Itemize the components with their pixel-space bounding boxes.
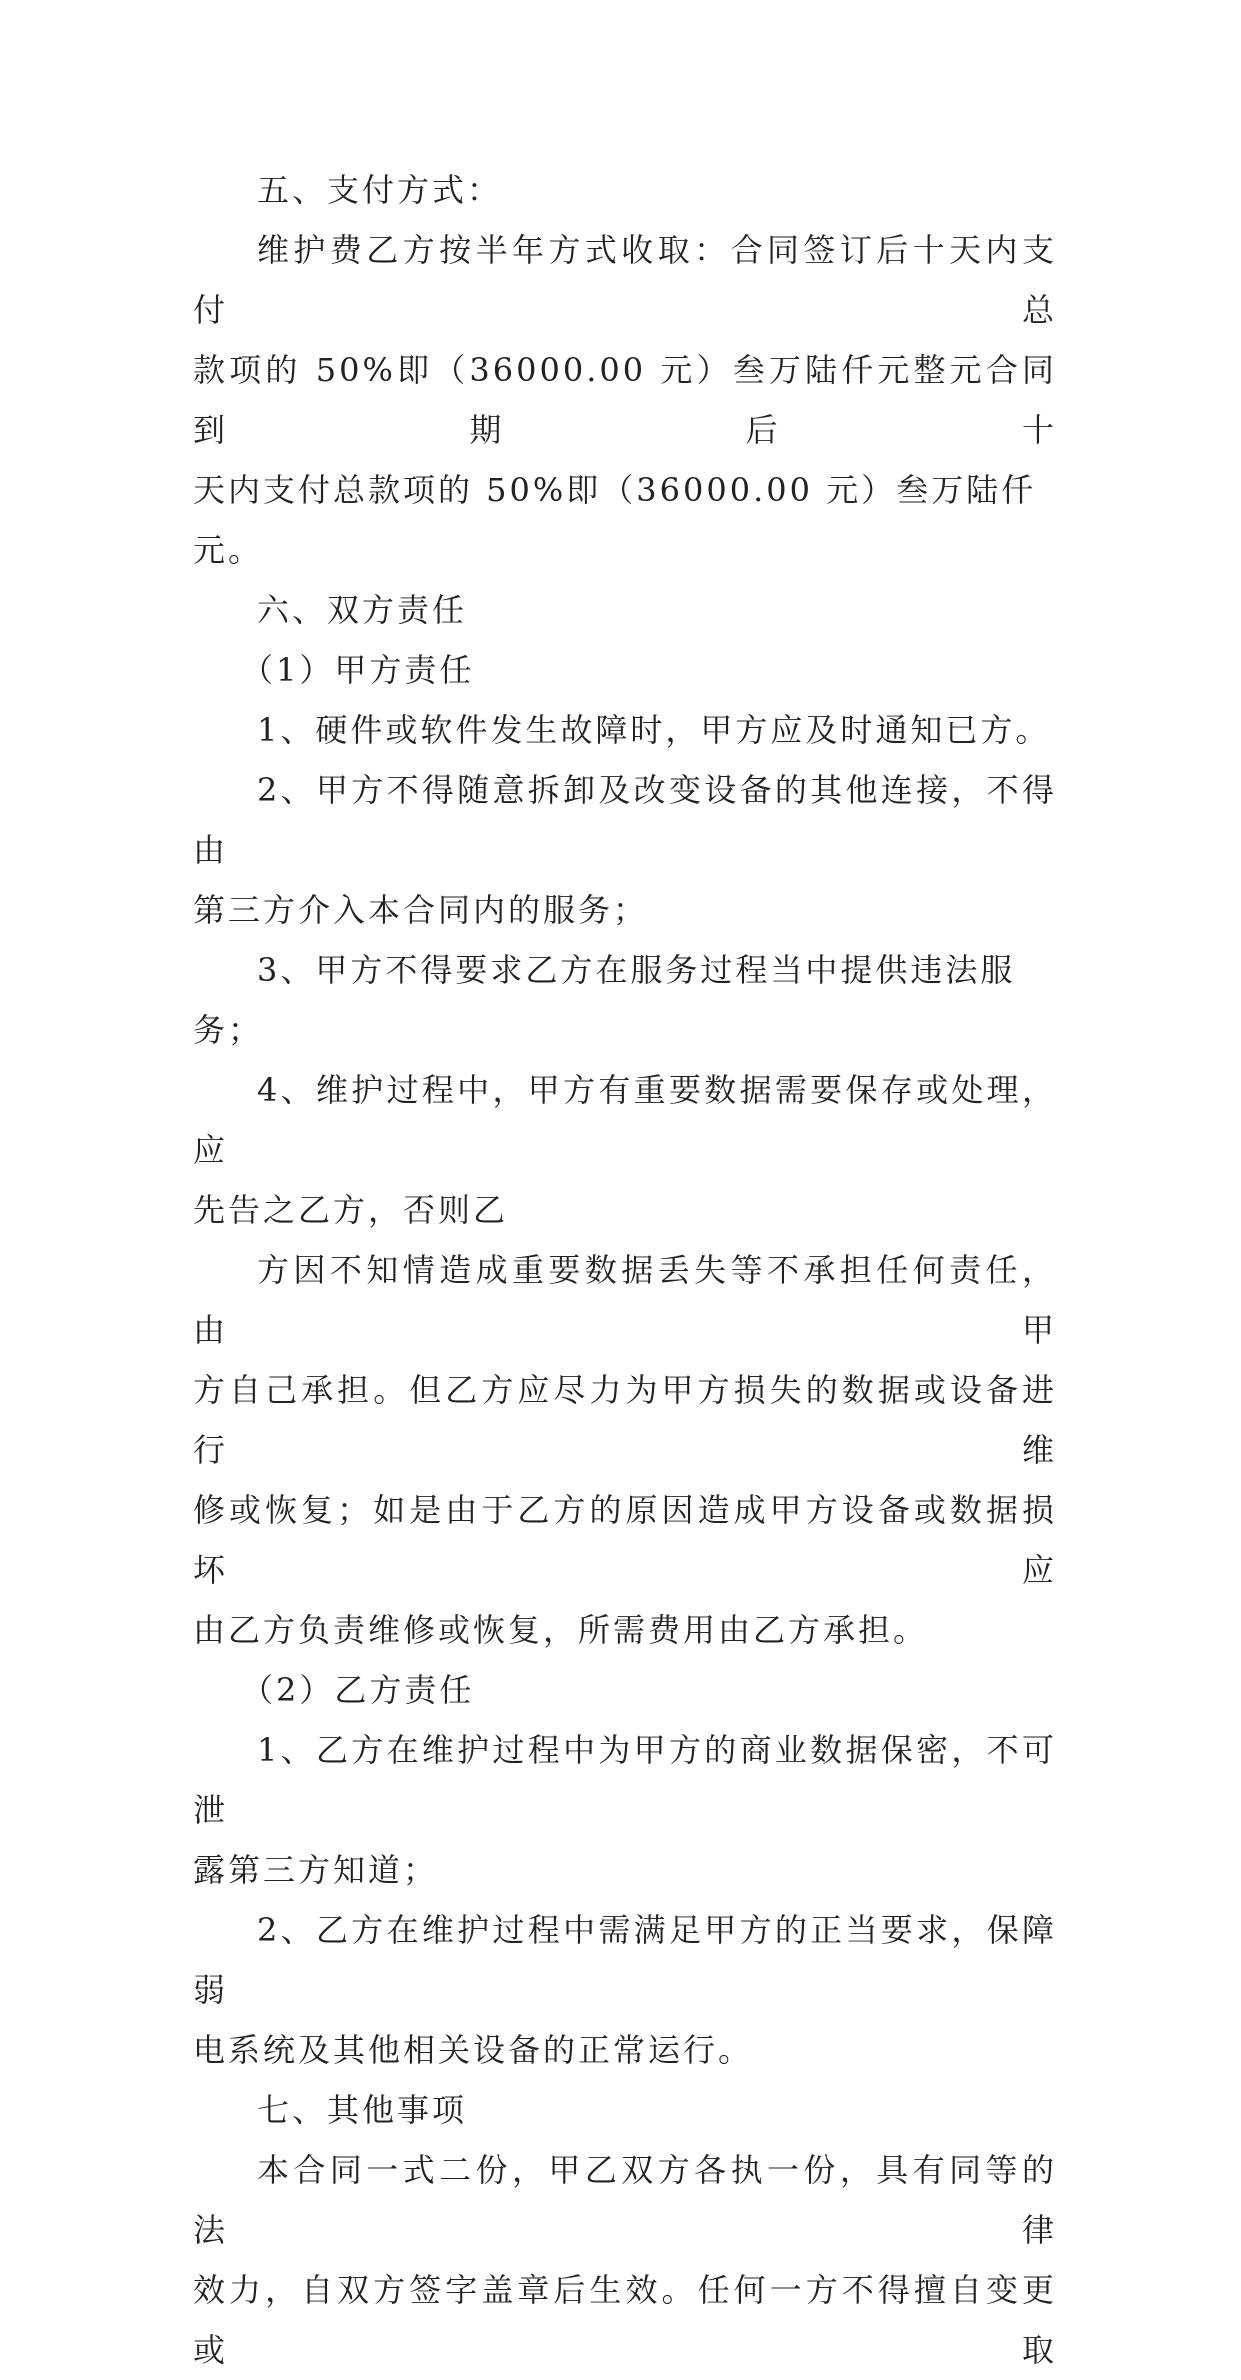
- list-item: 2、乙方在维护过程中需满足甲方的正当要求，保障弱: [193, 1911, 1057, 2009]
- paragraph-line: 款项的 50%即（36000.00 元）叁万陆仟元整元合同到期后十: [193, 351, 1057, 449]
- list-item: 1、硬件或软件发生故障时，甲方应及时通知已方。: [257, 711, 1051, 749]
- paragraph-line: 天内支付总款项的 50%即（36000.00 元）叁万陆仟元。: [193, 471, 1037, 569]
- document-body: [193, 160, 1057, 2380]
- paragraph-line: 本合同一式二份，甲乙双方各执一份，具有同等的法律: [193, 2151, 1057, 2249]
- paragraph-line: 效力，自双方签字盖章后生效。任何一方不得擅自变更或取: [193, 2271, 1057, 2369]
- list-item: 3、甲方不得要求乙方在服务过程当中提供违法服务；: [193, 951, 1016, 1049]
- list-item-continuation: 电系统及其他相关设备的正常运行。: [193, 2031, 754, 2069]
- sub-heading-party-a: （1）甲方责任: [241, 651, 475, 689]
- sub-heading-party-b: （2）乙方责任: [241, 1671, 475, 1709]
- section-heading-other-matters: 七、其他事项: [257, 2091, 468, 2129]
- paragraph-line: 由乙方负责维修或恢复，所需费用由乙方承担。: [193, 1611, 929, 1649]
- paragraph-line: 方因不知情造成重要数据丢失等不承担任何责任，由甲: [193, 1251, 1057, 1349]
- list-item: 1、乙方在维护过程中为甲方的商业数据保密，不可泄: [193, 1731, 1057, 1829]
- list-item: 2、甲方不得随意拆卸及改变设备的其他连接，不得由: [193, 771, 1057, 869]
- paragraph-line: 维护费乙方按半年方式收取：合同签订后十天内支付总: [193, 231, 1057, 329]
- paragraph-line: 方自己承担。但乙方应尽力为甲方损失的数据或设备进行维: [193, 1371, 1057, 1469]
- list-item-continuation: 露第三方知道；: [193, 1851, 439, 1889]
- paragraph-line: 修或恢复；如是由于乙方的原因造成甲方设备或数据损坏应: [193, 1491, 1057, 1589]
- list-item: 4、维护过程中，甲方有重要数据需要保存或处理，应: [193, 1071, 1057, 1169]
- list-item-continuation: 第三方介入本合同内的服务；: [193, 891, 649, 929]
- list-item-continuation: 先告之乙方，否则乙: [193, 1191, 509, 1229]
- section-heading-responsibilities: 六、双方责任: [257, 591, 468, 629]
- section-heading-payment: 五、支付方式：: [257, 171, 503, 209]
